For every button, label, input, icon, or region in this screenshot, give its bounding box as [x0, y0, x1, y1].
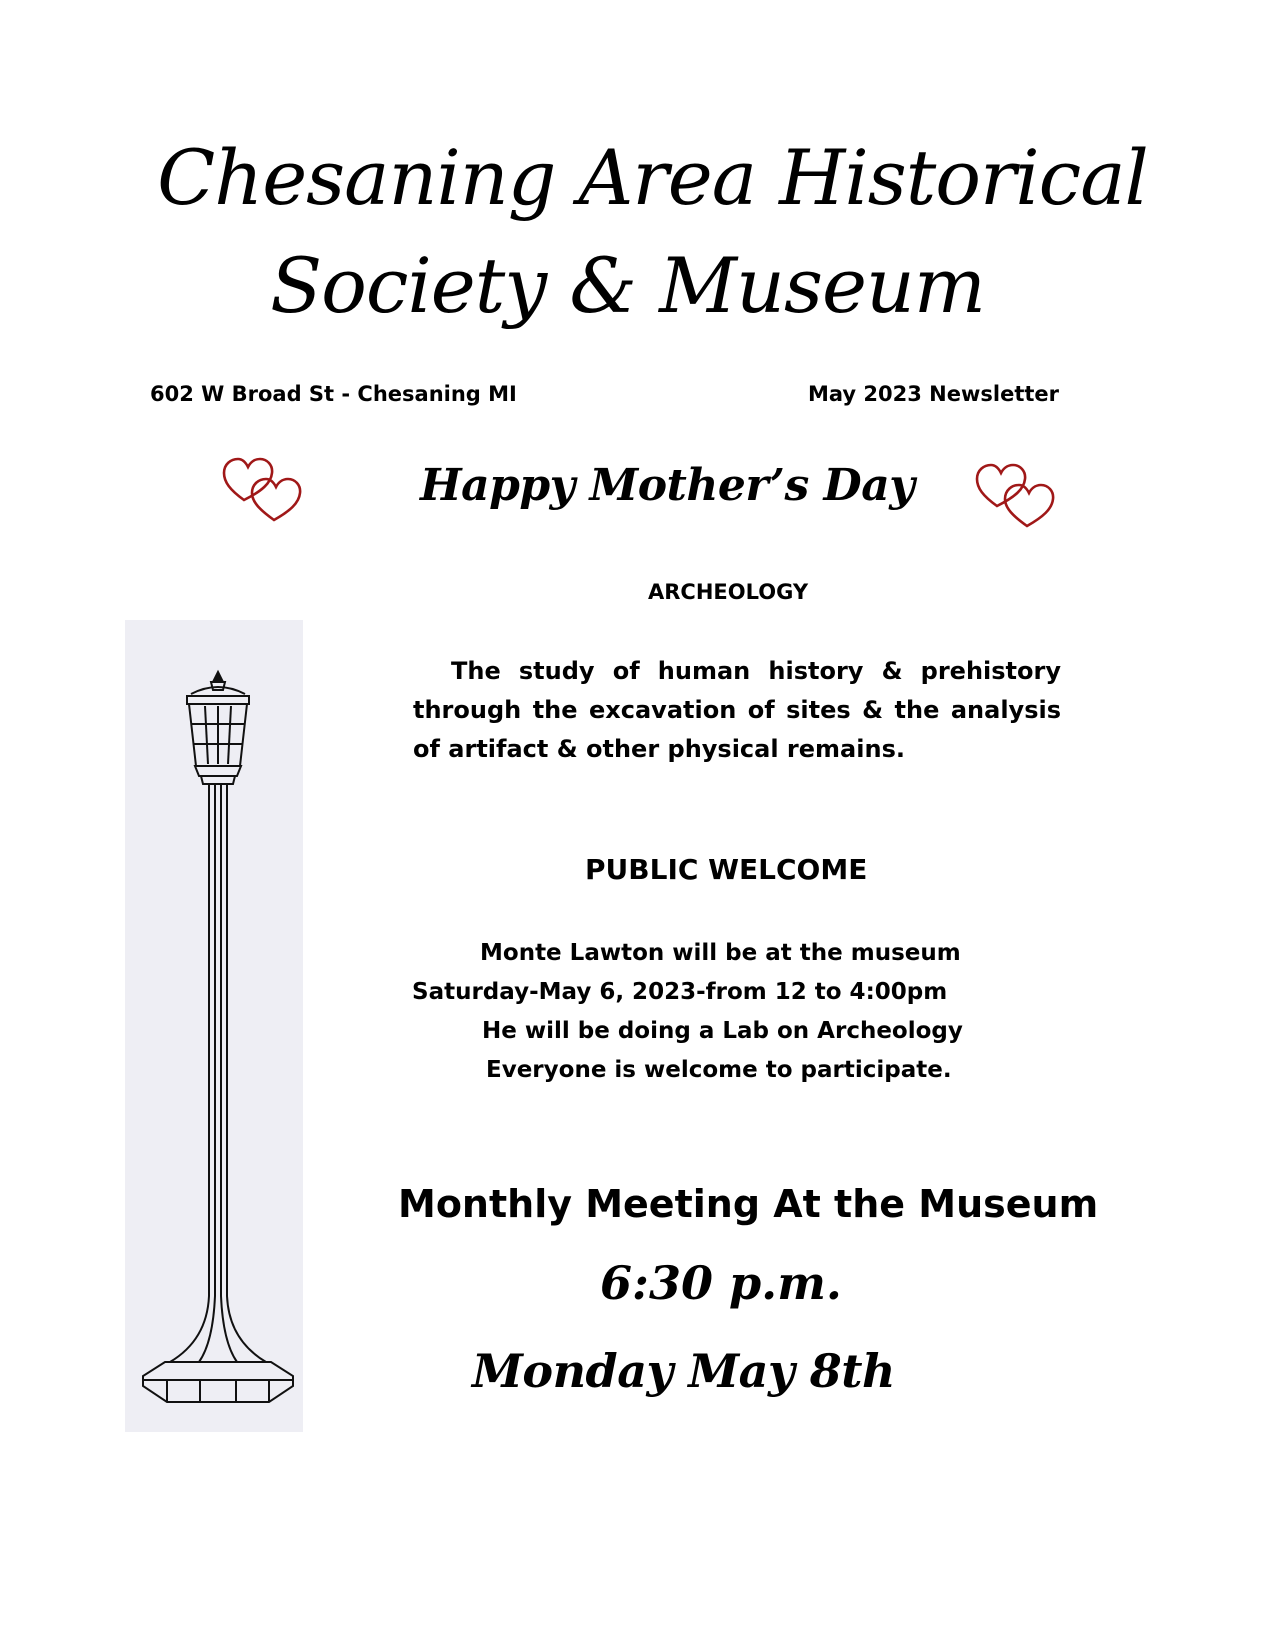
meeting-date: Monday May 8th — [472, 1344, 895, 1398]
event-notice — [410, 934, 1040, 1090]
address: 602 W Broad St - Chesaning MI — [150, 382, 517, 406]
mothers-day-greeting: Happy Mother’s Day — [420, 460, 915, 511]
street-lamp-illustration — [125, 620, 303, 1432]
event-notice-line: Everyone is welcome to participate. — [486, 1057, 952, 1083]
double-heart-icon — [975, 462, 1057, 530]
double-heart-icon — [222, 456, 304, 524]
street-lamp-drawing — [125, 620, 303, 1432]
event-notice-line: He will be doing a Lab on Archeology — [482, 1018, 963, 1044]
meeting-time: 6:30 p.m. — [600, 1256, 842, 1310]
archeology-definition — [413, 652, 1061, 769]
public-welcome-heading: PUBLIC WELCOME — [585, 853, 868, 886]
issue-label: May 2023 Newsletter — [808, 382, 1060, 406]
masthead-title-line-1: Chesaning Area Historical — [157, 133, 1148, 222]
event-notice-line: Saturday-May 6, 2023-from 12 to 4:00pm — [412, 979, 948, 1005]
archeology-heading: ARCHEOLOGY — [648, 580, 809, 604]
monthly-meeting-title: Monthly Meeting At the Museum — [398, 1182, 1099, 1226]
archeology-definition-text: The study of human history & prehistory through the excavation of sites & the analysis of artifact & other physical remains. — [413, 657, 1061, 763]
masthead-title-line-2: Society & Museum — [270, 241, 985, 330]
event-notice-line: Monte Lawton will be at the museum — [480, 940, 961, 966]
